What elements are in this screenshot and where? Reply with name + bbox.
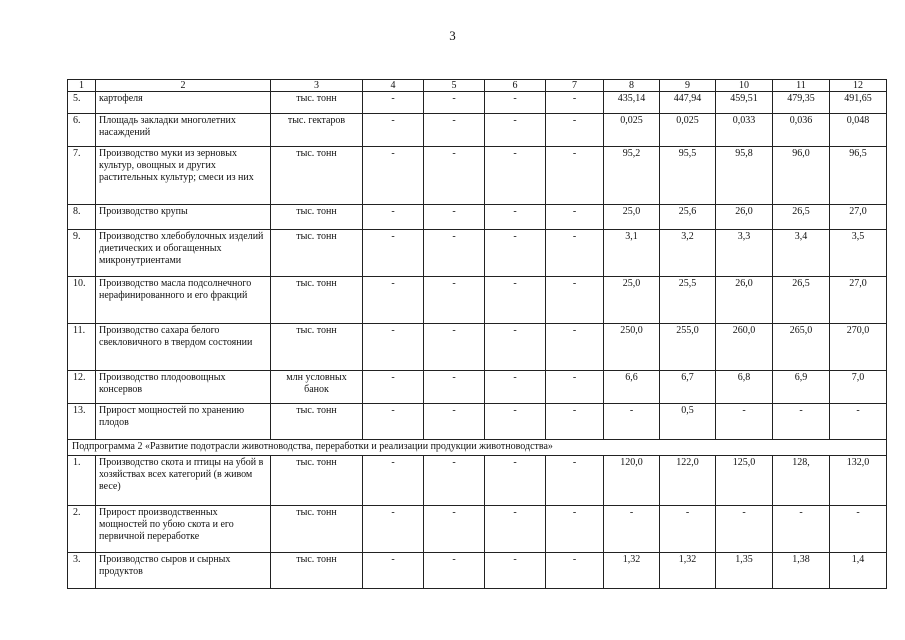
value-cell: - [485,230,546,277]
row-number-cell: 11. [68,324,96,371]
header-row [68,80,887,92]
value-cell: 125,0 [716,456,773,506]
header-cell: 6 [485,80,546,92]
value-cell: 6,8 [716,371,773,404]
value-cell: - [604,506,660,553]
value-cell: - [485,205,546,230]
value-cell: 3,3 [716,230,773,277]
value-cell: 0,025 [660,114,716,147]
value-cell: 250,0 [604,324,660,371]
unit-cell: тыс. тонн [271,205,363,230]
row-number-cell: 1. [68,456,96,506]
row-number-cell: 2. [68,506,96,553]
value-cell: - [830,506,887,553]
value-cell: 27,0 [830,277,887,324]
value-cell: 96,0 [773,147,830,205]
value-cell: - [485,553,546,589]
table-row [68,230,887,277]
value-cell: 95,5 [660,147,716,205]
value-cell: - [546,553,604,589]
indicator-name-cell: Площадь закладки многолетних насаждений [96,114,271,147]
value-cell: - [773,506,830,553]
value-cell: 3,1 [604,230,660,277]
value-cell: 0,033 [716,114,773,147]
value-cell: - [485,277,546,324]
table-row [68,205,887,230]
value-cell: 0,025 [604,114,660,147]
unit-cell: тыс. тонн [271,277,363,324]
value-cell: - [424,277,485,324]
value-cell: - [546,404,604,440]
value-cell: 1,35 [716,553,773,589]
value-cell: - [363,404,424,440]
value-cell: 96,5 [830,147,887,205]
table-row [68,147,887,205]
subprogram-title: Подпрограмма 2 «Развитие подотрасли животноводства, переработки и реализации продукции животноводства» [68,440,887,456]
value-cell: 26,0 [716,205,773,230]
value-cell: 25,0 [604,205,660,230]
value-cell: - [363,371,424,404]
value-cell: 95,2 [604,147,660,205]
value-cell: 1,32 [660,553,716,589]
value-cell: 6,9 [773,371,830,404]
value-cell: 459,51 [716,92,773,114]
unit-cell: тыс. тонн [271,147,363,205]
row-number-cell: 3. [68,553,96,589]
value-cell: - [546,324,604,371]
value-cell: 265,0 [773,324,830,371]
table-row [68,371,887,404]
value-cell: - [546,205,604,230]
value-cell: - [485,324,546,371]
subprogram-row [68,440,887,456]
value-cell: - [546,147,604,205]
indicator-name-cell: картофеля [96,92,271,114]
table-row [68,114,887,147]
value-cell: - [424,371,485,404]
value-cell: - [546,92,604,114]
value-cell: - [485,114,546,147]
value-cell: - [424,92,485,114]
header-cell: 11 [773,80,830,92]
unit-cell: тыс. тонн [271,506,363,553]
value-cell: - [363,114,424,147]
value-cell: - [546,506,604,553]
header-cell: 2 [96,80,271,92]
value-cell: - [546,456,604,506]
value-cell: - [660,506,716,553]
value-cell: - [424,147,485,205]
value-cell: - [363,456,424,506]
row-number-cell: 7. [68,147,96,205]
value-cell: 122,0 [660,456,716,506]
value-cell: 25,0 [604,277,660,324]
value-cell: 1,4 [830,553,887,589]
value-cell: - [363,324,424,371]
value-cell: - [363,92,424,114]
indicator-name-cell: Прирост мощностей по хранению плодов [96,404,271,440]
indicator-name-cell: Производство сыров и сырных продуктов [96,553,271,589]
value-cell: - [363,553,424,589]
value-cell: 6,7 [660,371,716,404]
value-cell: - [424,404,485,440]
value-cell: - [363,506,424,553]
value-cell: - [485,506,546,553]
value-cell: - [773,404,830,440]
value-cell: - [485,371,546,404]
header-cell: 7 [546,80,604,92]
value-cell: 120,0 [604,456,660,506]
value-cell: 255,0 [660,324,716,371]
table-row [68,324,887,371]
value-cell: - [716,506,773,553]
value-cell: 0,036 [773,114,830,147]
unit-cell: млн условных банок [271,371,363,404]
value-cell: - [424,506,485,553]
value-cell: 435,14 [604,92,660,114]
value-cell: 1,32 [604,553,660,589]
indicator-name-cell: Производство хлебобулочных изделий диетических и обогащенных микронутриентами [96,230,271,277]
unit-cell: тыс. тонн [271,92,363,114]
header-cell: 9 [660,80,716,92]
value-cell: 25,5 [660,277,716,324]
unit-cell: тыс. тонн [271,456,363,506]
value-cell: - [424,205,485,230]
value-cell: 26,5 [773,277,830,324]
row-number-cell: 6. [68,114,96,147]
value-cell: - [830,404,887,440]
value-cell: - [716,404,773,440]
row-number-cell: 10. [68,277,96,324]
unit-cell: тыс. тонн [271,553,363,589]
indicator-name-cell: Производство плодоовощных консервов [96,371,271,404]
unit-cell: тыс. тонн [271,404,363,440]
value-cell: - [424,553,485,589]
indicator-name-cell: Производство крупы [96,205,271,230]
value-cell: 491,65 [830,92,887,114]
header-cell: 10 [716,80,773,92]
value-cell: - [485,404,546,440]
row-number-cell: 13. [68,404,96,440]
header-cell: 3 [271,80,363,92]
value-cell: 26,5 [773,205,830,230]
value-cell: 6,6 [604,371,660,404]
indicator-name-cell: Производство муки из зерновых культур, овощных и других растительных культур; смеси из них [96,147,271,205]
header-cell: 8 [604,80,660,92]
value-cell: 0,048 [830,114,887,147]
value-cell: 3,5 [830,230,887,277]
indicator-name-cell: Производство масла подсолнечного нерафинированного и его фракций [96,277,271,324]
table-body [68,80,887,589]
header-cell: 5 [424,80,485,92]
header-cell: 4 [363,80,424,92]
indicator-name-cell: Прирост производственных мощностей по убою скота и его первичной переработке [96,506,271,553]
value-cell: 3,4 [773,230,830,277]
value-cell: - [363,230,424,277]
indicators-table [67,79,887,589]
value-cell: - [363,205,424,230]
value-cell: - [485,92,546,114]
value-cell: 270,0 [830,324,887,371]
value-cell: 26,0 [716,277,773,324]
value-cell: - [546,277,604,324]
row-number-cell: 9. [68,230,96,277]
value-cell: 0,5 [660,404,716,440]
indicator-name-cell: Производство скота и птицы на убой в хозяйствах всех категорий (в живом весе) [96,456,271,506]
value-cell: 7,0 [830,371,887,404]
value-cell: 25,6 [660,205,716,230]
row-number-cell: 12. [68,371,96,404]
header-cell: 1 [68,80,96,92]
row-number-cell: 5. [68,92,96,114]
value-cell: 260,0 [716,324,773,371]
value-cell: 27,0 [830,205,887,230]
value-cell: 128, [773,456,830,506]
table-row [68,404,887,440]
value-cell: 3,2 [660,230,716,277]
header-cell: 12 [830,80,887,92]
value-cell: 132,0 [830,456,887,506]
value-cell: - [604,404,660,440]
value-cell: - [485,456,546,506]
value-cell: - [485,147,546,205]
table-row [68,456,887,506]
value-cell: 1,38 [773,553,830,589]
value-cell: - [363,147,424,205]
value-cell: - [424,230,485,277]
value-cell: - [424,324,485,371]
value-cell: - [546,114,604,147]
table-row [68,277,887,324]
value-cell: - [424,456,485,506]
unit-cell: тыс. тонн [271,230,363,277]
value-cell: - [424,114,485,147]
value-cell: - [363,277,424,324]
value-cell: - [546,371,604,404]
value-cell: 95,8 [716,147,773,205]
indicator-name-cell: Производство сахара белого свекловичного в твердом состоянии [96,324,271,371]
value-cell: 479,35 [773,92,830,114]
value-cell: - [546,230,604,277]
table-row [68,553,887,589]
unit-cell: тыс. тонн [271,324,363,371]
value-cell: 447,94 [660,92,716,114]
table-row [68,506,887,553]
table-row [68,92,887,114]
row-number-cell: 8. [68,205,96,230]
page-number: 3 [449,28,456,43]
unit-cell: тыс. гектаров [271,114,363,147]
